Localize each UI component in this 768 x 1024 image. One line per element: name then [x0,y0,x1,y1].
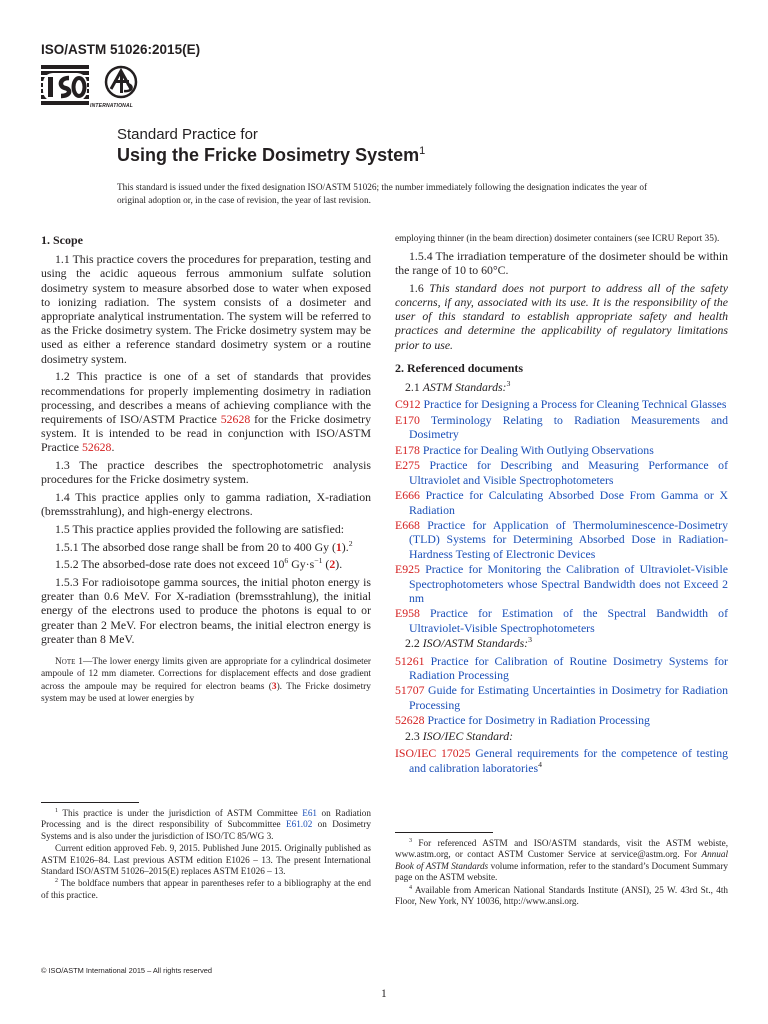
reference-title-link[interactable]: Practice for Designing a Process for Cleaning Technical Glasses [423,397,727,412]
reference-code-link[interactable]: E178 [395,442,420,457]
footnotes-right [395,838,728,908]
reference-code-link[interactable]: E668 [395,518,420,533]
reference-item: ISO/IEC 17025 General requirements for the competence of testing and calibration laboratories$^4$ [395,746,729,775]
para-1-5-2: 1.5.2 The absorbed-dose rate does not exceed $10^6$ $Gy\cdot s^{-1}$ (2). [55,556,343,572]
reference-code-link[interactable]: 51261 [395,653,425,668]
para-1-5: 1.5 This practice applies provided the following are satisfied: [55,521,345,536]
left-column [41,233,371,709]
reference-title-link[interactable]: Practice for Application of Thermoluminescence-Dosimetry (TLD) Systems for Determining Absorbed Dose in Radiation-Hardness Testing of Electronic Devices [409,518,728,561]
reference-title-link[interactable]: Practice for Calibration of Routine Dosimetry Systems for Radiation Processing [409,653,728,682]
footnote-divider-left [41,802,139,803]
reference-item [395,562,728,605]
para-note-continuation: employing thinner (in the beam direction) dosimeter containers (see ICRU Report 35). [395,234,720,244]
section-heading-scope: 1. Scope [41,233,83,247]
footnote-2: $^2$ The boldface numbers that appear in parentheses refer to a bibliography at the end of this practice. [41,878,371,900]
designation: ISO/ASTM 51026:2015(E) [41,42,201,57]
reference-item [395,683,728,711]
para-1-5-1: 1.5.1 The absorbed dose range shall be from 20 to 400 Gy (1).$^2$ [55,538,353,554]
reference-item [395,518,728,561]
astm-reference-list [395,397,728,635]
subsection-2-2: 2.2 ISO/ASTM Standards:$^3$ [405,635,532,651]
copyright: © ISO/ASTM International 2015 – All rights reserved [41,966,212,975]
footnotes-left [41,808,371,902]
page-number: 1 [381,988,387,1000]
reference-item [395,397,728,411]
reference-code-link[interactable]: ISO/IEC 17025 [395,746,471,761]
link-52628[interactable]: 52628 [220,411,251,426]
subsection-2-1: 2.1 ASTM Standards:$^3$ [405,379,511,394]
para-1-5-3: 1.5.3 For radioisotope gamma sources, the initial photon energy is greater than 0.6 MeV. For X-radiation (bremsstrahlung), the initial energy of the electrons used to produce the photons is equal to or greater than 2 MeV. For electron beams, the initial electron energy is greater than 8 MeV. [41,574,371,646]
reference-code-link[interactable]: E170 [395,412,420,427]
reference-title-link[interactable]: General requirements for the competence of testing and calibration laboratories [409,746,729,775]
reference-item [395,443,728,457]
ref-3-link[interactable]: 3 [271,681,277,692]
subsection-2-3: 2.3 ISO/IEC Standard: [405,729,514,744]
reference-code-link[interactable]: E275 [395,458,420,473]
reference-item [395,606,728,634]
reference-code-link[interactable]: 52628 [395,713,425,728]
reference-item [395,458,728,486]
reference-code-link[interactable]: 51707 [395,683,425,698]
link-e61[interactable]: E61 [302,808,318,818]
para-1-2: 1.2 This practice is one of a set of standards that provides recommendations for properly implementing dosimetry in radiation processing, and describes a means of achieving compliance with the requirements of ISO/ASTM Practice 52628 for the Fricke dosimetry system. It is intended to be read in conjunction with ISO/ASTM Practice 52628. [41,369,372,455]
footnote-1-edition: Current edition approved Feb. 9, 2015. Published June 2015. Originally published as ASTM E1026–84. Last previous ASTM edition E1026 – 13. The present International Standard ISO/ASTM 51026–2015(E) replaces ASTM E1026 – 13. [41,843,371,877]
para-1-4: 1.4 This practice applies only to gamma radiation, X-radiation (bremsstrahlung), and high-energy electrons. [41,489,371,519]
reference-code-link[interactable]: C912 [395,397,421,412]
title-line-1: Standard Practice for [117,126,258,143]
ref-2-link[interactable]: 2 [329,557,336,572]
note-1: Note 1—The lower energy limits given are appropriate for a cylindrical dosimeter ampoule of 12 mm diameter. Corrections for displacement effects and dose gradient across the ampoule may be required for electron beams (3). The Fricke dosimetry system may be used at lower energies by [41,656,371,704]
iso-astm-reference-list [395,654,728,728]
footnote-1: $^1$ This practice is under the jurisdiction of ASTM Committee E61 on Radiation Processing and is the direct responsibility of Subcommittee E61.02 on Dosimetry Systems and is also under the jurisdiction of ISO/TC 85/WG 3. [41,807,371,841]
section-heading-referenced-documents: 2. Referenced documents [395,360,524,375]
ref-1-link[interactable]: 1 [335,539,342,554]
reference-title-link[interactable]: Guide for Estimating Uncertainties in Dosimetry for Radiation Processing [409,683,729,712]
reference-title-link[interactable]: Terminology Relating to Radiation Measurements and Dosimetry [409,412,728,442]
footnote-3: $^3$ For referenced ASTM and ISO/ASTM standards, visit the ASTM webiste, www.astm.org, or contact ASTM Customer Service at service@astm.org. For Annual Book of ASTM Standards volume information, refer to the standard’s Document Summary page on the ASTM website. [395,837,728,883]
reference-item [395,413,728,441]
reference-title-link[interactable]: Practice for Describing and Measuring Performance of Ultraviolet and Visible Spectrophotometers [409,458,728,487]
reference-title-link[interactable]: Practice for Estimation of the Spectral Bandwidth of Ultraviolet-Visible Spectrophotometers [409,606,728,635]
issuance-note: This standard is issued under the fixed designation ISO/ASTM 51026; the number immediately following the designation indicates the year of original adoption or, in the case of revision, the year of last revision. [117,183,648,206]
link-e61-02[interactable]: E61.02 [286,819,313,830]
reference-code-link[interactable]: E958 [395,606,420,621]
para-1-1: 1.1 This practice covers the procedures for preparation, testing and using the acidic aqueous ferrous ammonium sulfate solution dosimetry system to measure absorbed dose to water when exposed to ionizing radiation. The system consists of a dosimeter and appropriate analytical instrumentation. The system will be referred to as the Fricke dosimetry system. The Fricke dosimetry system may be used as either a reference standard dosimetry system or a routine dosimetry system. [41,252,371,366]
reference-item [395,713,728,727]
para-1-3: 1.3 The practice describes the spectrophotometric analysis procedures for the Fricke dosimetry system. [41,458,371,487]
footnote-divider-right [395,832,493,833]
page-title: Using the Fricke Dosimetry System$^1$ [117,145,426,165]
right-column [395,233,728,776]
astm-logo-text: INTERNATIONAL [90,103,134,109]
para-1-6: 1.6 This standard does not purport to address all of the safety concerns, if any, associated with its use. It is the responsibility of the user of this standard to establish appropriate safety and health practices and determine the applicability of regulatory limitations prior to use. [395,280,728,352]
reference-item [395,654,728,682]
para-1-5-4: 1.5.4 The irradiation temperature of the dosimeter should be within the range of 10 to 60°C. [395,248,728,277]
link-52628-2[interactable]: 52628 [81,440,112,455]
reference-title-link[interactable]: Practice for Calculating Absorbed Dose From Gamma or X Radiation [409,488,729,517]
reference-code-link[interactable]: E666 [395,488,420,503]
reference-title-link[interactable]: Practice for Monitoring the Calibration of Ultraviolet-Visible Spectrophotometers whose Spectral Bandwidth does not Exceed 2 nm [409,562,728,605]
footnote-4: $^4$ Available from American National Standards Institute (ANSI), 25 W. 43rd St., 4th Floor, New York, NY 10036, http://www.ansi.org. [395,884,728,907]
reference-code-link[interactable]: E925 [395,562,420,577]
logos [41,65,156,111]
reference-title-link[interactable]: Practice for Dealing With Outlying Observations [422,442,654,457]
reference-item [395,488,728,516]
reference-title-link[interactable]: Practice for Dosimetry in Radiation Processing [427,713,650,728]
